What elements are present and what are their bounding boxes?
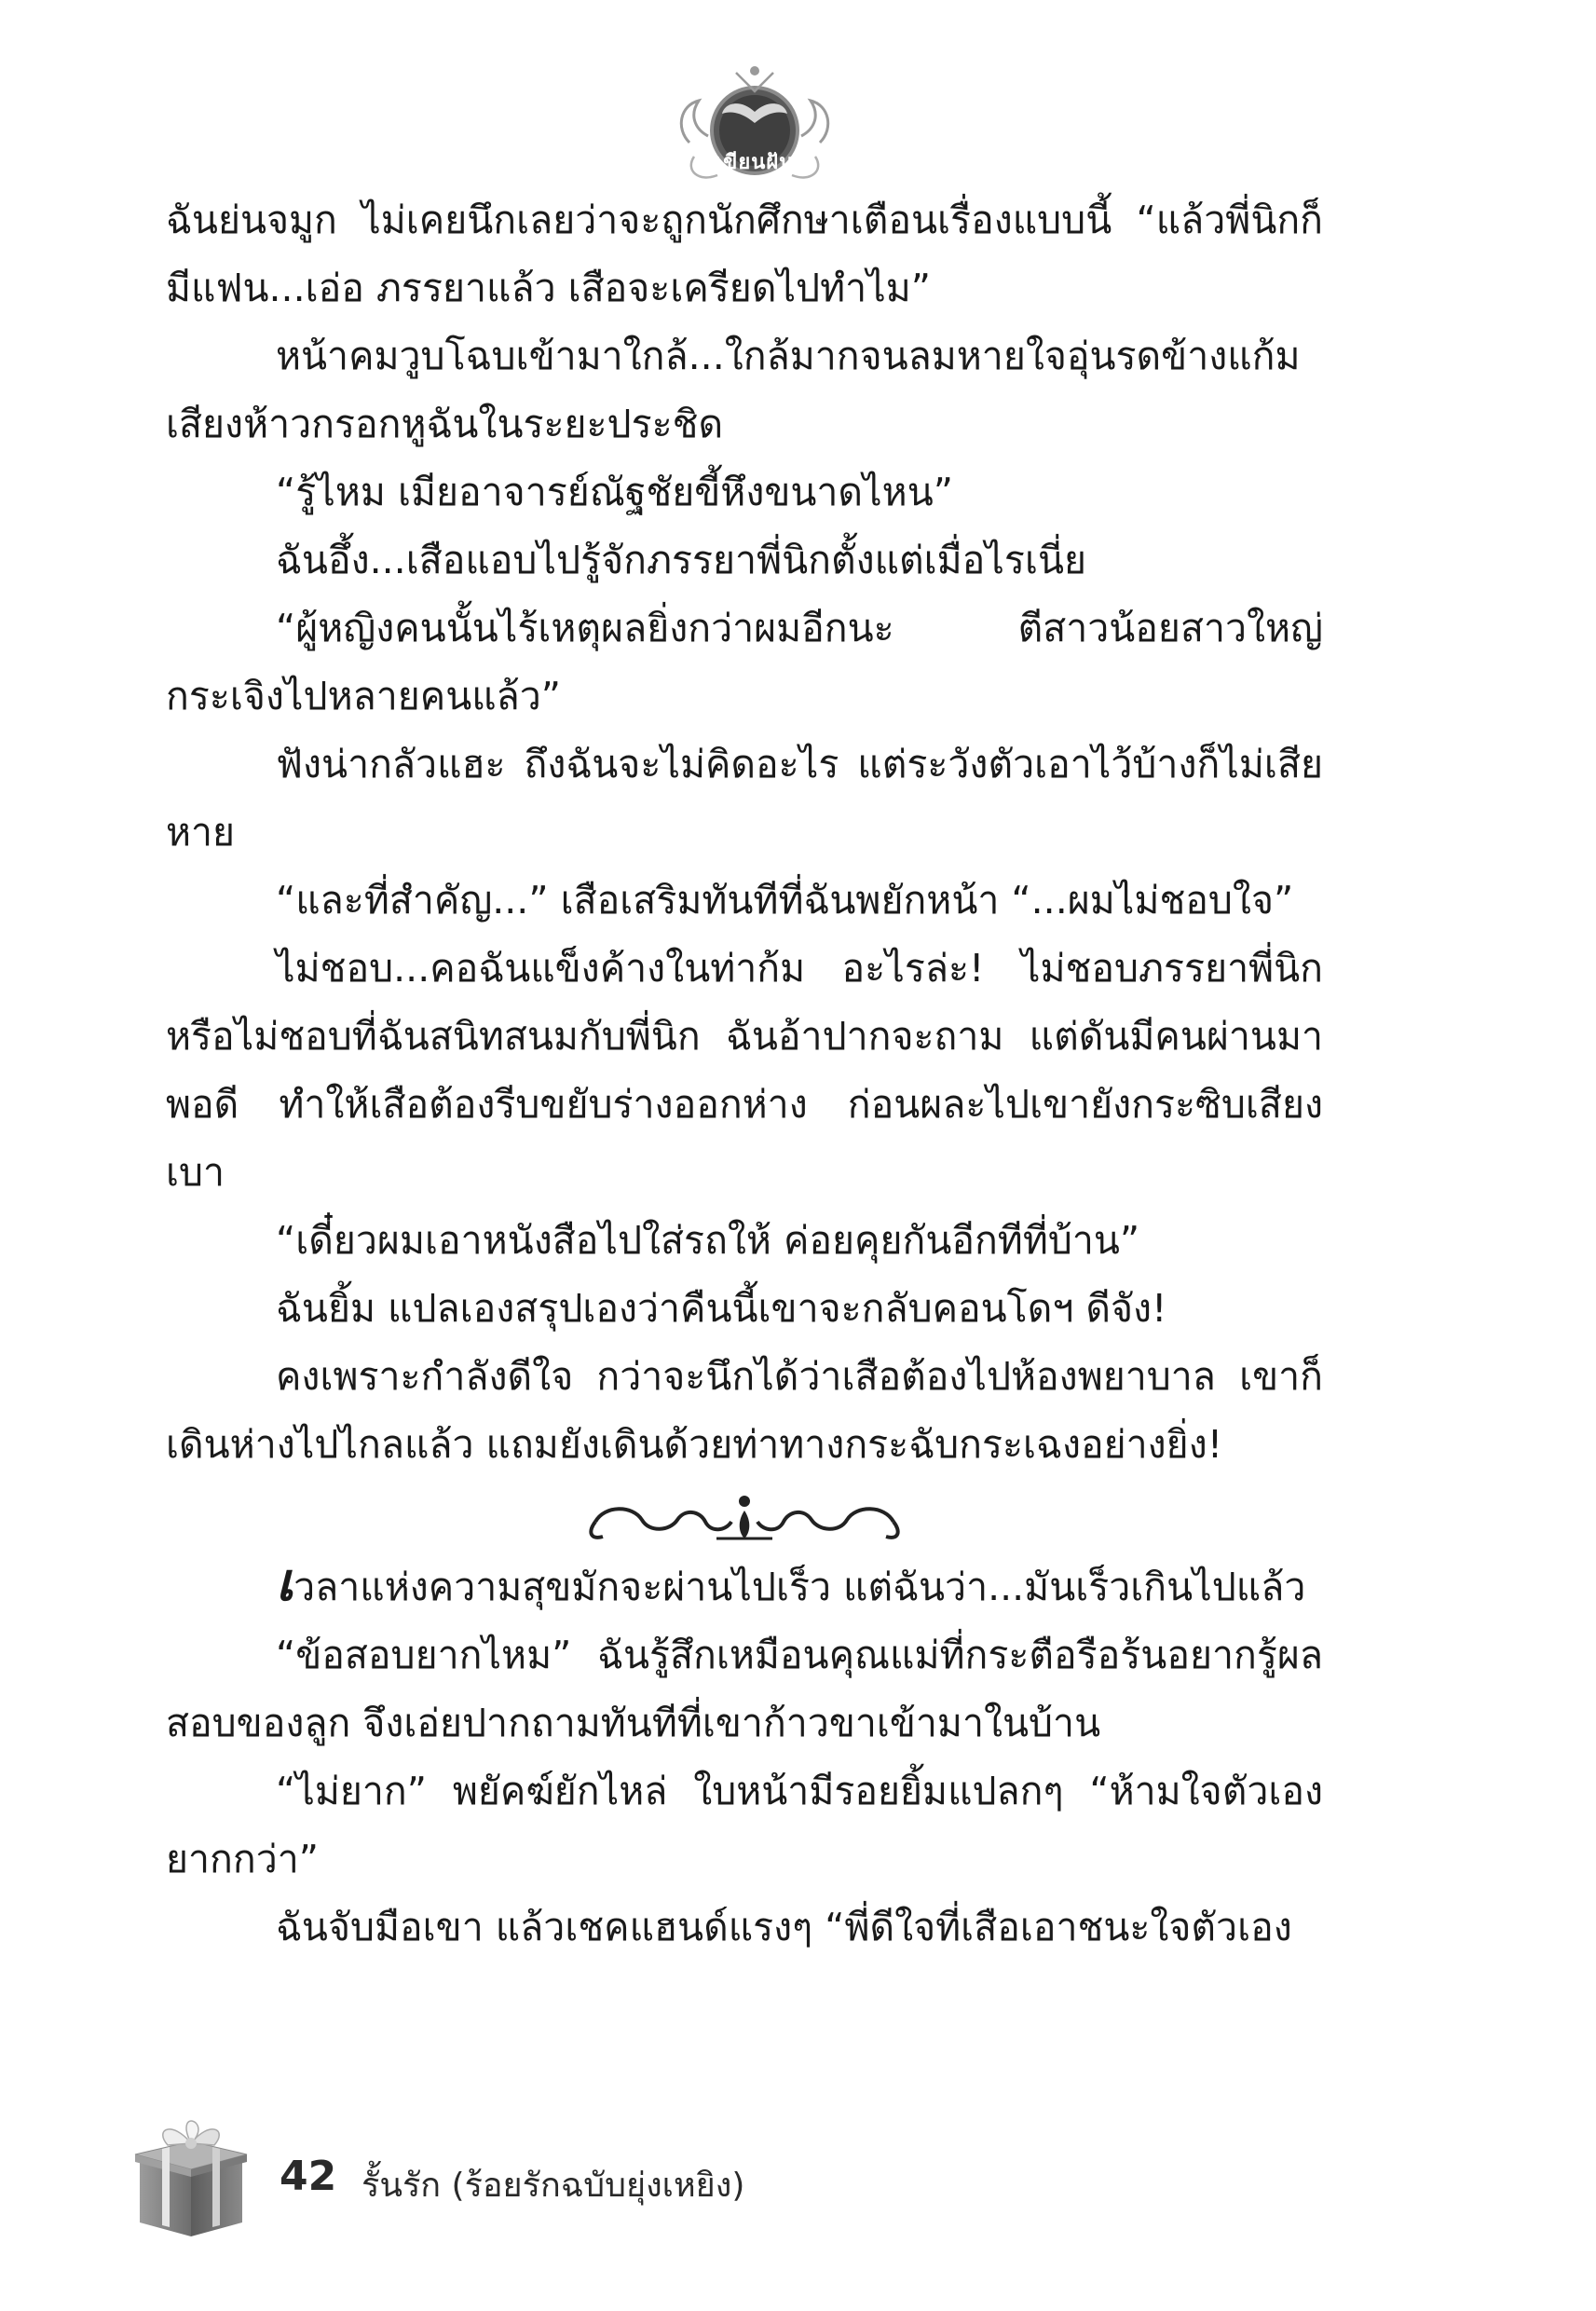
section-divider-ornament-icon (577, 1484, 912, 1550)
paragraph: “ผู้หญิงคนนั้นไร้เหตุผลยิ่งกว่าผมอีกนะ ตีสาวน้อยสาวใหญ่กระเจิงไปหลายคนแล้ว” (166, 606, 1323, 718)
paragraph: ฉันจับมือเขา แล้วเชคแฮนด์แรงๆ “พี่ดีใจที่เสือเอาชนะใจตัวเอง (276, 1905, 1292, 1949)
paragraph: ไม่ชอบ...คอฉันแข็งค้างในท่าก้ม อะไรล่ะ! ไม่ชอบภรรยาพี่นิกหรือไม่ชอบที่ฉันสนิทสนมกับพี่นิก ฉันอ้าปากจะถาม แต่ดันมีคนผ่านมาพอดี ทำให้เสือต้องรีบขยับร่างออกห่าง ก่อนผละไปเขายังกระซิบเสียงเบา (166, 946, 1323, 1195)
paragraph: “เดี๋ยวผมเอาหนังสือไปใส่รถให้ ค่อยคุยกันอีกทีที่บ้าน” (276, 1218, 1140, 1263)
paragraph: “และที่สำคัญ...” เสือเสริมทันทีที่ฉันพยักหน้า “...ผมไม่ชอบใจ” (276, 878, 1294, 923)
paragraph: “ข้อสอบยากไหม” ฉันรู้สึกเหมือนคุณแม่ที่กระตือรือร้นอยากรู้ผลสอบของลูก จึงเอ่ยปากถามทันทีที่เขาก้าวขาเข้ามาในบ้าน (166, 1633, 1323, 1745)
paragraph: ฉันอึ้ง...เสือแอบไปรู้จักภรรยาพี่นิกตั้งแต่เมื่อไรเนี่ย (276, 538, 1087, 582)
publisher-logo (671, 54, 839, 194)
logo-text: เขียนฝัน (715, 151, 795, 174)
paragraph: “ไม่ยาก” พยัคฆ์ยักไหล่ ใบหน้ามีรอยยิ้มแปลกๆ “ห้ามใจตัวเองยากกว่า” (166, 1769, 1323, 1881)
paragraph: ฟังน่ากลัวแฮะ ถึงฉันจะไม่คิดอะไร แต่ระวังตัวเอาไว้บ้างก็ไม่เสียหาย (166, 742, 1323, 855)
gift-box-icon (130, 2115, 252, 2241)
paragraph: “รู้ไหม เมียอาจารย์ณัฐชัยขี้หึงขนาดไหน” (276, 470, 953, 514)
page-number: 42 (280, 2153, 337, 2200)
paragraph: คงเพราะกำลังดีใจ กว่าจะนึกได้ว่าเสือต้องไปห้องพยาบาล เขาก็เดินห่างไปไกลแล้ว แถมยังเดินด้วยท่าทางกระฉับกระเฉงอย่างยิ่ง! (166, 1354, 1323, 1467)
paragraph: ฉันยิ้ม แปลเองสรุปเองว่าคืนนี้เขาจะกลับคอนโดฯ ดีจัง! (276, 1286, 1167, 1331)
dropcap-rest: วลาแห่งความสุขมักจะผ่านไปเร็ว แต่ฉันว่า...มันเร็วเกินไปแล้ว (293, 1565, 1306, 1609)
page-footer (130, 2115, 1062, 2246)
paragraph: หน้าคมวูบโฉบเข้ามาใกล้...ใกล้มากจนลมหายใจอุ่นรดข้างแก้มเสียงห้าวกรอกหูฉันในระยะประชิด (166, 334, 1301, 446)
paragraph: ฉันย่นจมูก ไม่เคยนึกเลยว่าจะถูกนักศึกษาเตือนเรื่องแบบนี้ “แล้วพี่นิกก็มีแฟน...เอ่อ ภรรยาแล้ว เสือจะเครียดไปทำไม” (166, 198, 1323, 310)
book-title: รั้นรัก (ร้อยรักฉบับยุ่งเหยิง) (361, 2167, 745, 2205)
dropcap-letter: เ (276, 1552, 294, 1613)
paragraph-with-dropcap (166, 1553, 1323, 1621)
page-body (166, 186, 1323, 1962)
